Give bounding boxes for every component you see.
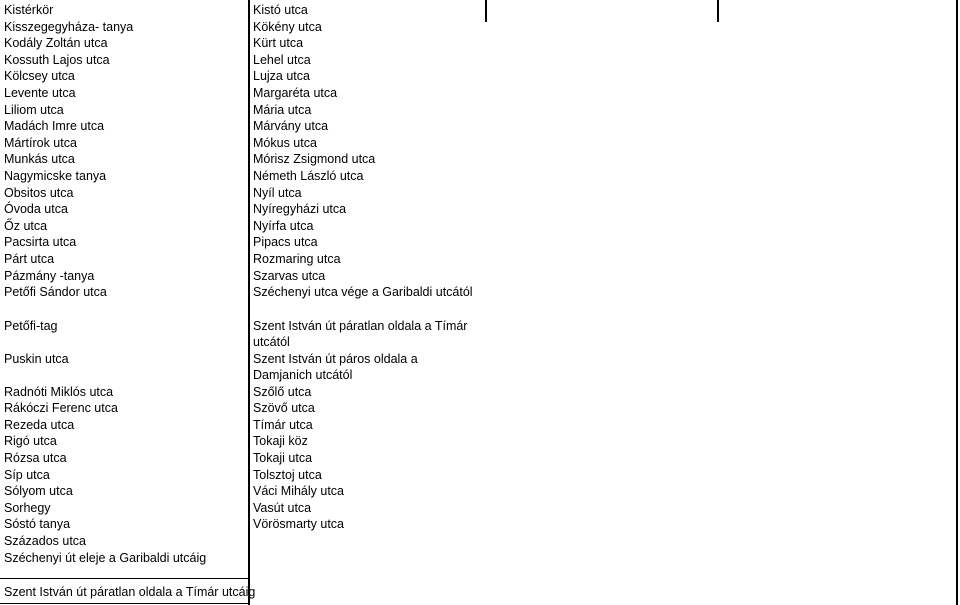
list-item: Puskin utca: [4, 351, 69, 366]
list-item: Radnóti Miklós utca: [4, 384, 114, 399]
list-item: Nyíl utca: [253, 185, 302, 200]
list-item: Pázmány -tanya: [4, 268, 95, 283]
list-item: Őz utca: [4, 218, 48, 233]
list-item: Váci Mihály utca: [253, 484, 345, 499]
column-border-5: [956, 0, 958, 605]
row-border-top-last: [0, 578, 250, 579]
list-item: Rózsa utca: [4, 450, 67, 465]
list-item: Vasút utca: [253, 500, 312, 515]
list-item: Szent István út páros oldala a Damjanich utcától: [253, 351, 418, 383]
list-item: Lujza utca: [253, 69, 310, 84]
list-item: Márvány utca: [253, 119, 329, 134]
list-item: Szent István út páratlan oldala a Tímár utcáig: [4, 584, 256, 599]
column-border-3: [485, 0, 487, 22]
list-item: Obsitos utca: [4, 185, 74, 200]
list-item: Liliom utca: [4, 102, 64, 117]
list-item: Kisszegegyháza- tanya: [4, 19, 134, 34]
list-item: Lehel utca: [253, 52, 311, 67]
list-item: Százados utca: [4, 533, 86, 548]
list-item: Óvoda utca: [4, 202, 68, 217]
list-item: Mókus utca: [253, 135, 317, 150]
list-item: Rozmaring utca: [253, 252, 341, 266]
list-item: Széchenyi út eleje a Garibaldi utcáig: [4, 550, 207, 565]
list-item: Tokaji köz: [253, 434, 308, 449]
list-item: Kossuth Lajos utca: [4, 52, 110, 67]
list-item: Szent István út páratlan oldala a Tímár utcától: [253, 318, 468, 350]
list-item: Kistó utca: [253, 3, 308, 17]
list-item: Széchenyi utca vége a Garibaldi utcától: [253, 285, 473, 300]
list-item: Szövő utca: [253, 401, 315, 416]
list-item: Szőlő utca: [253, 384, 312, 399]
list-item: Mórisz Zsigmond utca: [253, 152, 376, 167]
list-item: Sólyom utca: [4, 484, 73, 499]
list-item: Síp utca: [4, 467, 50, 482]
list-item: Pacsirta utca: [4, 235, 77, 250]
list-item: Levente utca: [4, 86, 76, 100]
list-item: Sóstó tanya: [4, 517, 71, 532]
list-item: Kodály Zoltán utca: [4, 36, 108, 51]
list-item: Németh László utca: [253, 169, 364, 183]
list-item: Munkás utca: [4, 152, 75, 167]
list-item: Szarvas utca: [253, 268, 326, 283]
list-item: Párt utca: [4, 252, 55, 266]
list-item: Kölcsey utca: [4, 69, 75, 84]
column-border-left-right: [248, 0, 250, 605]
list-item: Madách Imre utca: [4, 119, 105, 134]
list-item: Nyíregyházi utca: [253, 202, 347, 217]
list-item: Vörösmarty utca: [253, 517, 345, 532]
list-item: Petőfi-tag: [4, 318, 58, 333]
list-item: Nyírfa utca: [253, 218, 314, 233]
list-item: Tolsztoj utca: [253, 467, 322, 482]
list-item: Tímár utca: [253, 417, 313, 432]
list-item: Petőfi Sándor utca: [4, 285, 107, 300]
list-item: Rigó utca: [4, 434, 57, 449]
list-item: Pipacs utca: [253, 235, 318, 250]
list-item: Rákóczi Ferenc utca: [4, 401, 118, 416]
list-item: Kürt utca: [253, 36, 304, 51]
list-item: Sorhegy: [4, 500, 51, 515]
list-item: Rezeda utca: [4, 417, 75, 432]
column-border-4: [717, 0, 719, 22]
list-item: Kökény utca: [253, 19, 322, 34]
list-item: Kistérkör: [4, 3, 54, 17]
list-item: Margaréta utca: [253, 86, 338, 100]
list-item: Tokaji utca: [253, 450, 313, 465]
row-border-bottom-last: [0, 603, 250, 604]
list-item: Mária utca: [253, 102, 312, 117]
list-item: Nagymicske tanya: [4, 169, 107, 183]
list-item: Mártírok utca: [4, 135, 77, 150]
